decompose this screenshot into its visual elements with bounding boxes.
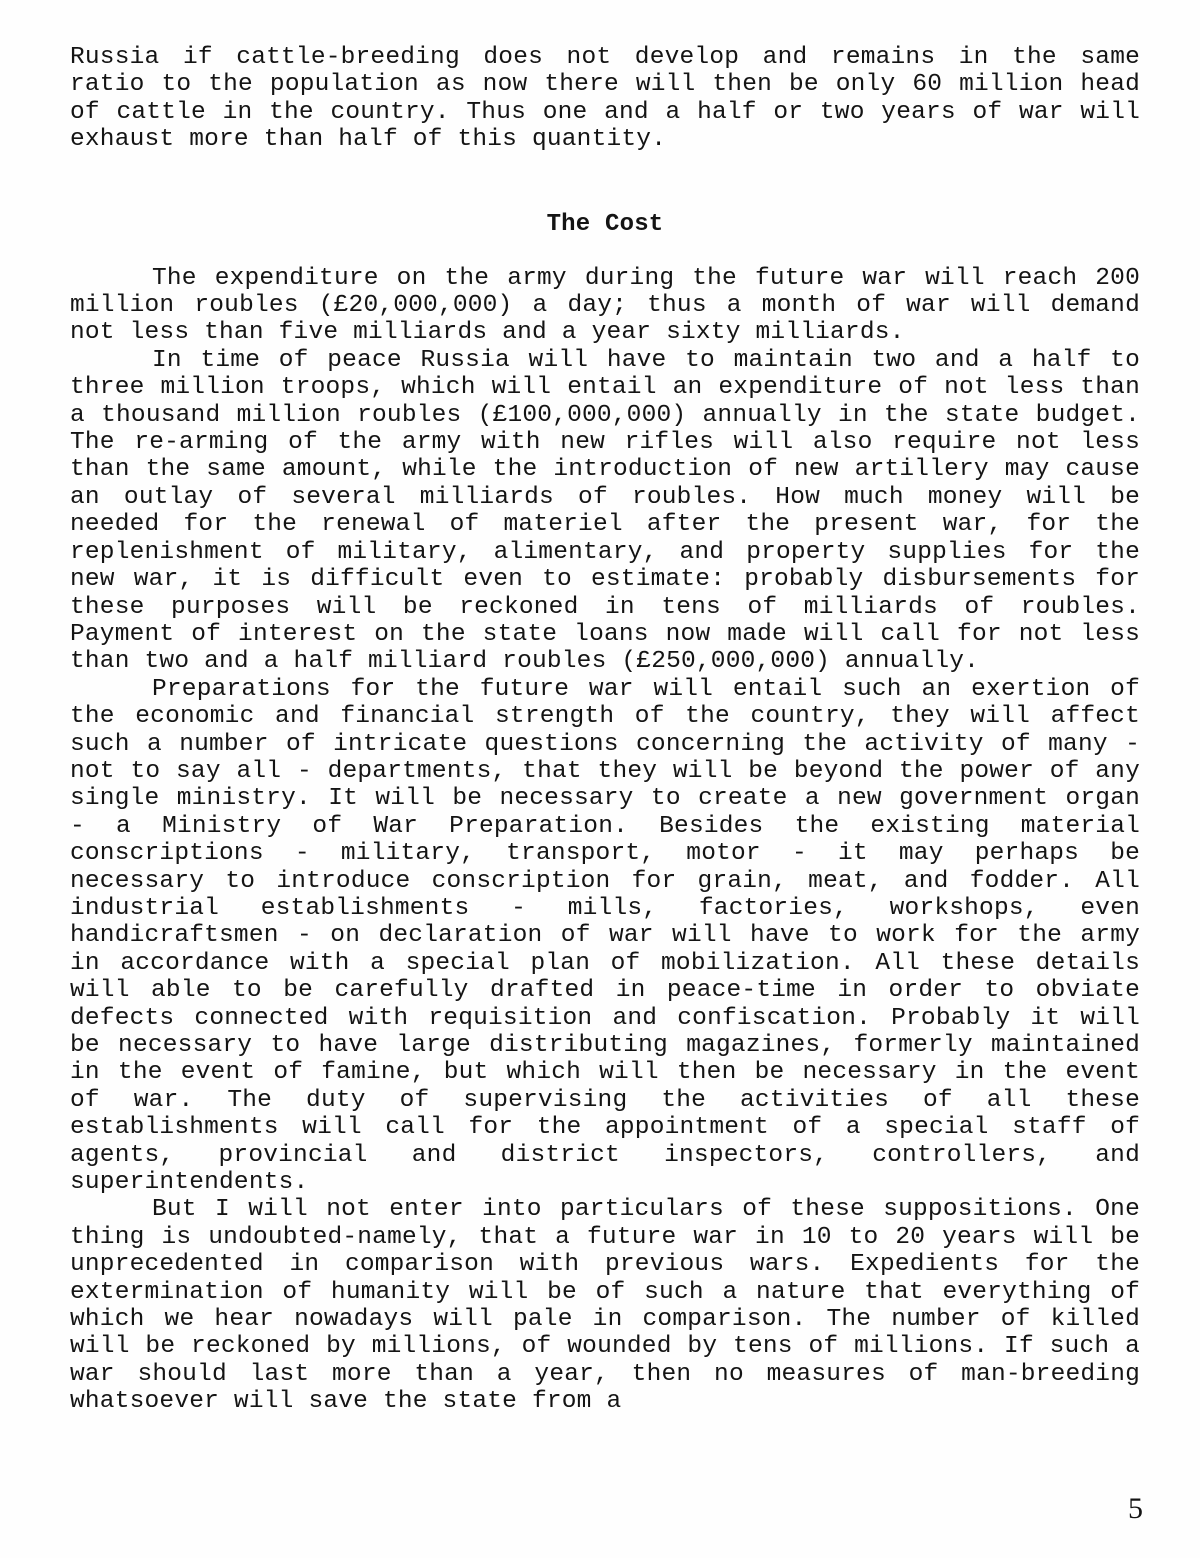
page-number: 5 xyxy=(1128,1492,1143,1525)
body-text xyxy=(70,44,1140,1416)
paragraph-peacetime: In time of peace Russia will have to maintain two and a half to three million troops, which will entail an expenditure of not less than a thousand million roubles (£100,000,000) annually in the state budget. The re-arming of the army with new rifles will also require not less than the same amount, while the introduction of new artillery may cause an outlay of several milliards of roubles. How much money will be needed for the renewal of materiel after the present war, for the replenishment of military, alimentary, and property supplies for the new war, it is difficult even to estimate: probably disbursements for these purposes will be reckoned in tens of milliards of roubles. Payment of interest on the state loans now made will call for not less than two and a half milliard roubles (£250,000,000) annually. xyxy=(70,346,1140,676)
section-heading: The Cost xyxy=(546,210,664,238)
paragraph-expenditure: The expenditure on the army during the future war will reach 200 million roubles (£20,000,000) a day; thus a month of war will demand not less than five milliards and a year sixty milliards. xyxy=(70,264,1140,347)
paragraph-preparations: Preparations for the future war will entail such an exertion of the economic and financial strength of the country, they will affect such a number of intricate questions concerning the activity of many - not to say all - departments, that they will be beyond the power of any single ministry. It will be necessary to create a new government organ - a Ministry of War Preparation. Besides the existing material conscriptions - military, transport, motor - it may perhaps be necessary to introduce conscription for grain, meat, and fodder. All industrial establishments - mills, factories, workshops, even handicraftsmen - on declaration of war will have to work for the army in accordance with a special plan of mobilization. All these details will able to be carefully drafted in peace-time in order to obviate defects connected with requisition and confiscation. Probably it will be necessary to have large distributing magazines, formerly maintained in the event of famine, but which will then be necessary in the event of war. The duty of supervising the activities of all these establishments will call for the appointment of a special staff of agents, provincial and district inspectors, controllers, and superintendents. xyxy=(70,675,1140,1197)
paragraph-suppositions: But I will not enter into particulars of these suppositions. One thing is undoubted-namely, that a future war in 10 to 20 years will be unprecedented in comparison with previous wars. Expedients for the extermination of humanity will be of such a nature that everything of which we hear nowadays will pale in comparison. The number of killed will be reckoned by millions, of wounded by tens of millions. If such a war should last more than a year, then no measures of man-breeding whatsoever will save the state from a xyxy=(70,1196,1140,1416)
intro-paragraph: Russia if cattle-breeding does not develop and remains in the same ratio to the population as now there will then be only 60 million head of cattle in the country. Thus one and a half or two years of war will exhaust more than half of this quantity. xyxy=(70,44,1140,154)
